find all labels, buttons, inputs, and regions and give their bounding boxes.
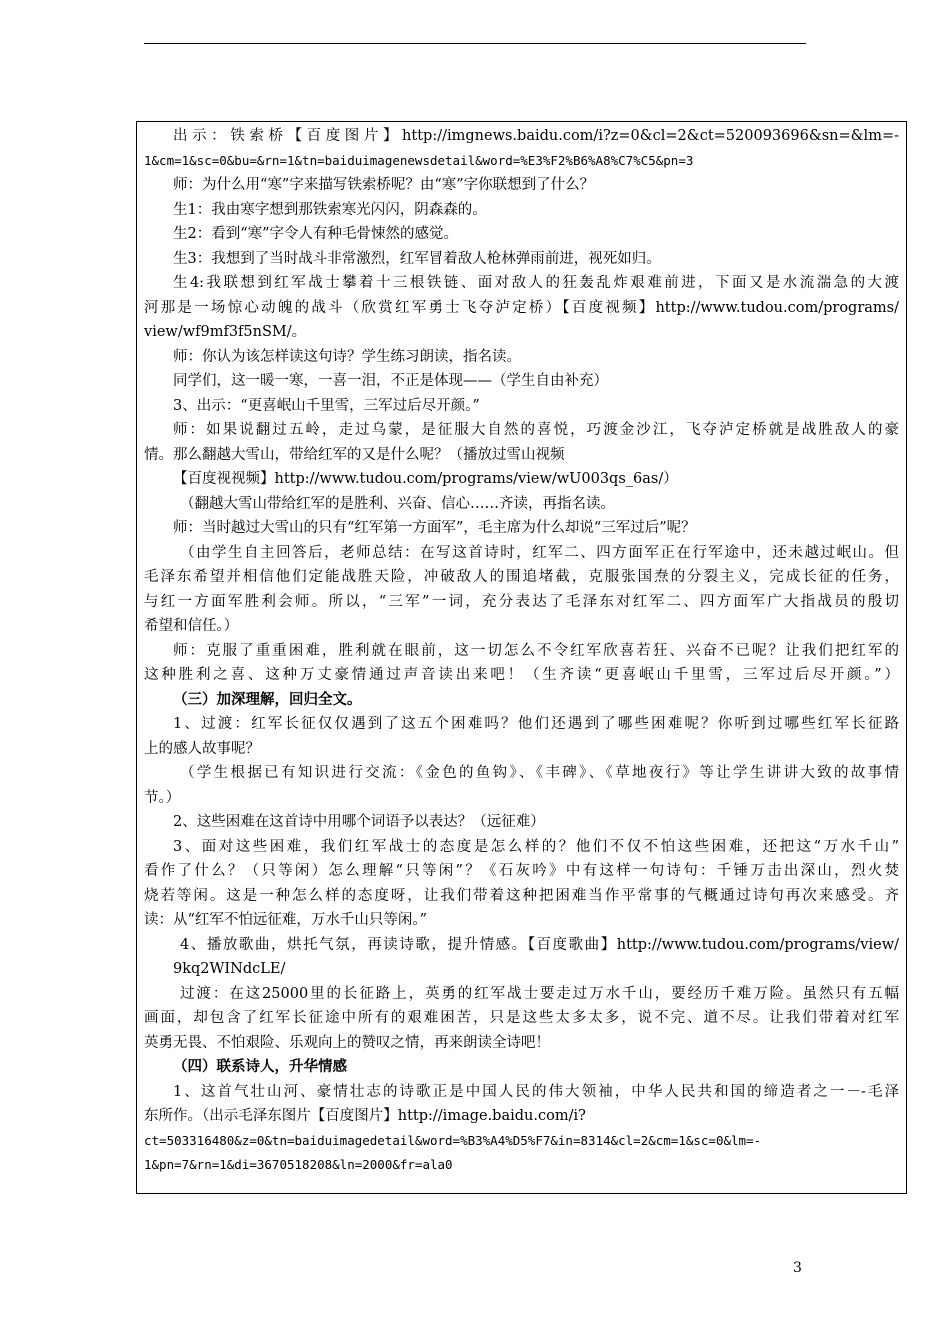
- section-heading: （四）联系诗人，升华情感: [173, 1058, 347, 1075]
- text-line: 节。）: [144, 789, 181, 806]
- text-line: 画面，却包含了红军长征途中所有的艰难困苦，只是这些太多太多，说不完、道不尽。让我们带着对红军: [144, 1010, 899, 1026]
- text-line: 师：克服了重重困难，胜利就在眼前，这一切怎么不令红军欣喜若狂、兴奋不已呢？让我们把红军的: [173, 642, 899, 659]
- text-line: （由学生自主回答后，老师总结：在写这首诗时，红军二、四方面军正在行军途中，还未越过岷山。但: [180, 544, 899, 561]
- text-line: 毛泽东希望并相信他们定能战胜天险，冲破敌人的围追堵截，克服张国焘的分裂主义，完成长征的任务，: [144, 569, 899, 585]
- text-line: 与红一方面军胜利会师。所以，“三军”一词，充分表达了毛泽东对红军二、四方面军广大指战员的殷切: [144, 593, 899, 610]
- section-heading: （三）加深理解，回归全文。: [173, 690, 362, 708]
- text-line: 情。那么翻越大雪山，带给红军的又是什么呢？（播放过雪山视频: [144, 446, 565, 463]
- text-line: （学生根据已有知识进行交流：《金色的鱼钩》、《丰碑》、《草地夜行》等让学生讲讲大致的故事情: [180, 765, 899, 781]
- text-line: 生2：看到“寒”字令人有种毛骨悚然的感觉。: [173, 226, 459, 242]
- url-line: 1&cm=1&sc=0&bu=&rn=1&tn=baiduimagenewsdetail&word=%E3%F2%B6%A8%C7%C5&pn=3: [144, 152, 694, 168]
- header-rule: [144, 43, 806, 44]
- text-line: 生1：我由寒字想到那铁索寒光闪闪，阴森森的。: [173, 201, 487, 218]
- text-line: 烧若等闲。这是一种怎么样的态度呀，让我们带着这种把困难当作平常事的气概通过诗句再次来感受。齐: [144, 887, 899, 904]
- text-line: view/wf9mf3f5nSM/。: [144, 324, 307, 340]
- text-line: 这种胜利之喜、这种万丈豪情通过声音读出来吧！（生齐读“更喜岷山千里雪，三军过后尽开颜。”）: [144, 667, 899, 683]
- content-box: [136, 121, 907, 1194]
- text-line: 河那是一场惊心动魄的战斗（欣赏红军勇士飞夺泸定桥）【百度视频】http://www.tudou.com/programs/: [144, 299, 899, 316]
- text-line: 过渡：在这25000里的长征路上，英勇的红军战士要走过万水千山，要经历千难万险。虽然只有五幅: [180, 985, 899, 1002]
- url-line: 9kq2WINdcLE/: [173, 961, 286, 977]
- url-line: ct=503316480&z=0&tn=baiduimagedetail&word=%B3%A4%D5%F7&in=8314&cl=2&cm=1&sc=0&lm=-: [144, 1132, 762, 1148]
- text-line: 1、这首气壮山河、豪情壮志的诗歌正是中国人民的伟大领袖，中华人民共和国的缔造者之一－-毛泽: [173, 1083, 899, 1100]
- text-line: 4、播放歌曲，烘托气氛，再读诗歌，提升情感。【百度歌曲】http://www.tudou.com/programs/view/: [180, 936, 899, 953]
- page-number: 3: [793, 1260, 802, 1276]
- text-line: 看作了什么？（只等闲）怎么理解“只等闲”？《石灰吟》中有这样一句诗句：千锤万击出深山，烈火焚: [144, 863, 899, 879]
- text-line: 东所作。（出示毛泽东图片【百度图片】http://image.baidu.com/i?: [144, 1108, 586, 1124]
- text-line: 生4:我联想到红军战士攀着十三根铁链、面对敌人的狂轰乱炸艰难前进，下面又是水流湍急的大渡: [173, 275, 899, 291]
- text-line: 英勇无畏、不怕艰险、乐观向上的赞叹之情，再来朗读全诗吧！: [144, 1034, 550, 1051]
- text-line: 师：为什么用“寒”字来描写铁索桥呢？由“寒”字你联想到了什么？: [173, 177, 595, 193]
- text-line: 【百度视视频】http://www.tudou.com/programs/view/wU003qs_6as/）: [173, 471, 678, 487]
- text-line: 师：当时越过大雪山的只有“红军第一方面军”，毛主席为什么却说“三军过后”呢？: [173, 520, 696, 536]
- text-line: 同学们，这一暖一寒，一喜一泪，不正是体现——（学生自由补充）: [173, 373, 608, 389]
- text-line: 生3：我想到了当时战斗非常激烈，红军冒着敌人枪林弹雨前进，视死如归。: [173, 250, 661, 267]
- url-line: 1&pn=7&rn=1&di=3670518208&ln=2000&fr=ala0: [144, 1157, 453, 1172]
- text-line: 读：从“红军不怕远征难，万水千山只等闲。”: [144, 912, 428, 928]
- text-line: 师：如果说翻过五岭，走过乌蒙，是征服大自然的喜悦，巧渡金沙江，飞夺泸定桥就是战胜敌人的豪: [173, 422, 899, 438]
- document-body: [144, 124, 899, 1178]
- text-line: （翻越大雪山带给红军的是胜利、兴奋、信心……齐读，再指名读。: [180, 495, 615, 512]
- text-line: 上的感人故事呢？: [144, 740, 260, 757]
- text-line: 出示：铁索桥【百度图片】http://imgnews.baidu.com/i?z=0&cl=2&ct=520093696&sn=&lm=-: [173, 128, 899, 144]
- text-line: 3、面对这些困难，我们红军战士的态度是怎么样的？他们不仅不怕这些困难，还把这“万水千山”: [173, 838, 899, 855]
- text-line: 希望和信任。）: [144, 618, 239, 634]
- text-line: 师：你认为该怎样读这句诗？学生练习朗读，指名读。: [173, 348, 521, 365]
- text-line: 3、出示：“更喜岷山千里雪，三军过后尽开颜。”: [173, 397, 480, 414]
- text-line: 1、过渡：红军长征仅仅遇到了这五个困难吗？他们还遇到了哪些困难呢？你听到过哪些红军长征路: [173, 716, 899, 732]
- text-line: 2、这些困难在这首诗中用哪个词语予以表达？（远征难）: [173, 814, 545, 830]
